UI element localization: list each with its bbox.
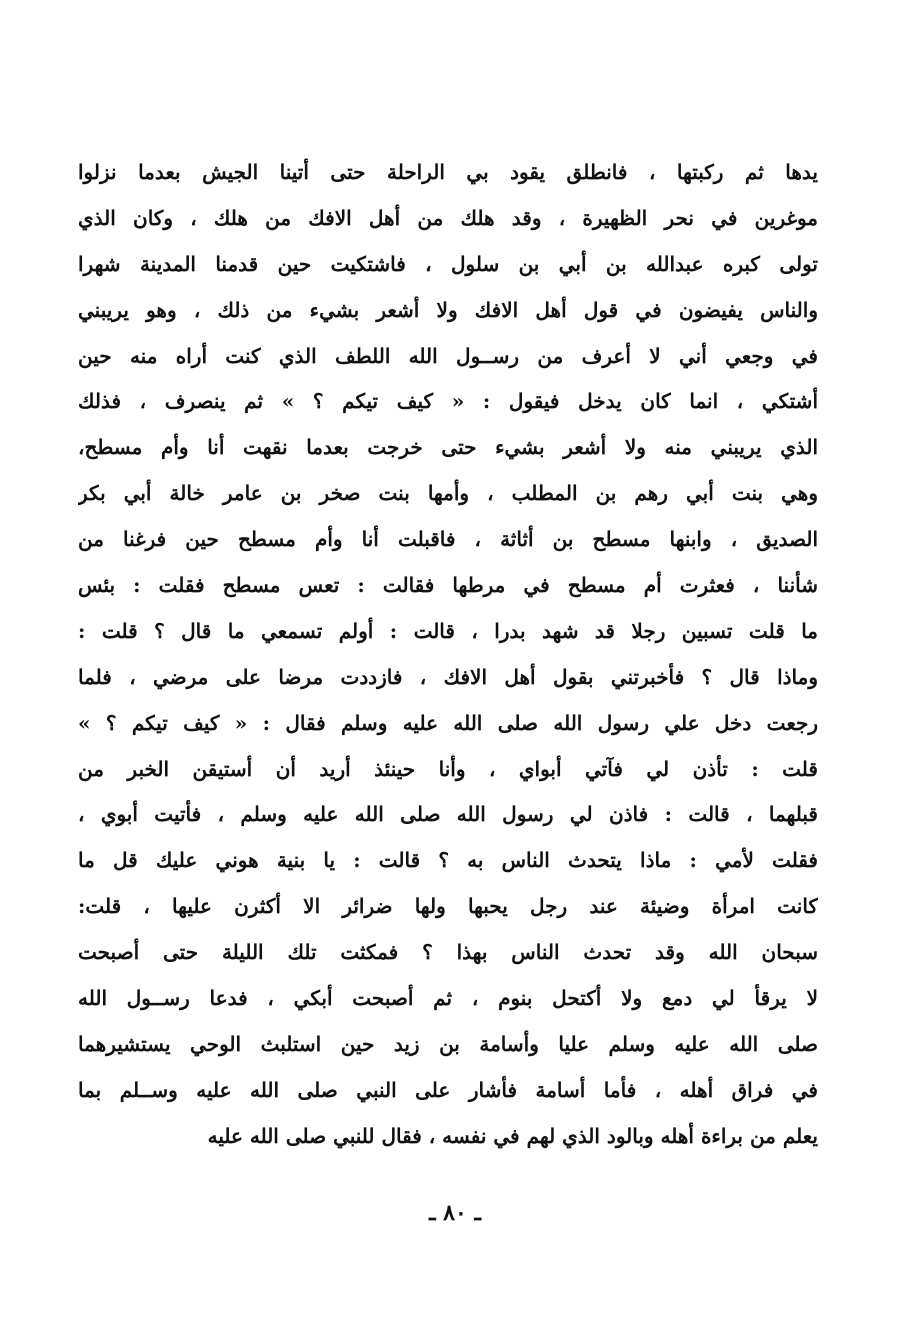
text-line: سبحان الله وقد تحدث الناس بهذا ؟ فمكثت تلك الليلة حتى أصبحت [78, 940, 818, 965]
text-line: وماذا قال ؟ فأخبرتني بقول أهل الافك ، فازددت مرضا على مرضي ، فلما [78, 664, 818, 689]
text-line: أشتكي ، انما كان يدخل فيقول : « كيف تيكم ؟ » ثم ينصرف ، فذلك [78, 389, 818, 414]
text-line: في وجعي أني لا أعرف من رســول الله اللطف الذي كنت أراه منه حين [78, 343, 818, 368]
text-line: تولى كبره عبدالله بن أبي بن سلول ، فاشتكيت حين قدمنا المدينة شهرا [78, 251, 818, 276]
text-line: وهي بنت أبي رهم بن المطلب ، وأمها بنت صخر بن عامر خالة أبي بكر [78, 481, 818, 506]
text-line: يعلم من براءة أهله وبالود الذي لهم في نفسه ، فقال للنبي صلى الله عليه [207, 1123, 818, 1148]
page-number: ـ ٨٠ ـ [429, 1200, 481, 1226]
text-line: موغرين في نحر الظهيرة ، وقد هلك من أهل الافك من هلك ، وكان الذي [78, 205, 818, 230]
text-line: شأننا ، فعثرت أم مسطح في مرطها فقالت : تعس مسطح فقلت : بئس [78, 573, 818, 598]
text-line: الصديق ، وابنها مسطح بن أثاثة ، فاقبلت أنا وأم مسطح حين فرغنا من [78, 527, 818, 552]
text-line: لا يرقأ لي دمع ولا أكتحل بنوم ، ثم أصبحت أبكي ، فدعا رســول الله [78, 986, 818, 1011]
text-line: يدها ثم ركبتها ، فانطلق يقود بي الراحلة حتى أتينا الجيش بعدما نزلوا [78, 160, 818, 184]
text-line: كانت امرأة وضيئة عند رجل يحبها ولها ضرائر الا أكثرن عليها ، قلت: [78, 894, 818, 919]
text-line: في فراق أهله ، فأما أسامة فأشار على النبي صلى الله عليه وســلم بما [78, 1077, 818, 1102]
text-line: قبلهما ، قالت : فاذن لي رسول الله صلى الله عليه وسلم ، فأتيت أبوي ، [78, 802, 818, 827]
text-line: رجعت دخل علي رسول الله صلى الله عليه وسلم فقال : « كيف تيكم ؟ » [78, 710, 818, 735]
text-line: والناس يفيضون في قول أهل الافك ولا أشعر بشيء من ذلك ، وهو يريبني [78, 297, 818, 322]
text-line: الذي يريبني منه ولا أشعر بشيء حتى خرجت بعدما نقهت أنا وأم مسطح، [78, 435, 818, 460]
text-line: قلت : تأذن لي فآتي أبواي ، وأنا حينئذ أريد أن أستيقن الخبر من [78, 756, 818, 781]
text-line: ما قلت تسبين رجلا قد شهد بدرا ، قالت : أولم تسمعي ما قال ؟ قلت : [78, 618, 818, 643]
body-text [78, 150, 818, 1160]
text-line: صلى الله عليه وسلم عليا وأسامة بن زيد حين استلبث الوحي يستشيرهما [78, 1031, 818, 1056]
text-line: فقلت لأمي : ماذا يتحدث الناس به ؟ قالت : يا بنية هوني عليك قل ما [78, 848, 818, 873]
